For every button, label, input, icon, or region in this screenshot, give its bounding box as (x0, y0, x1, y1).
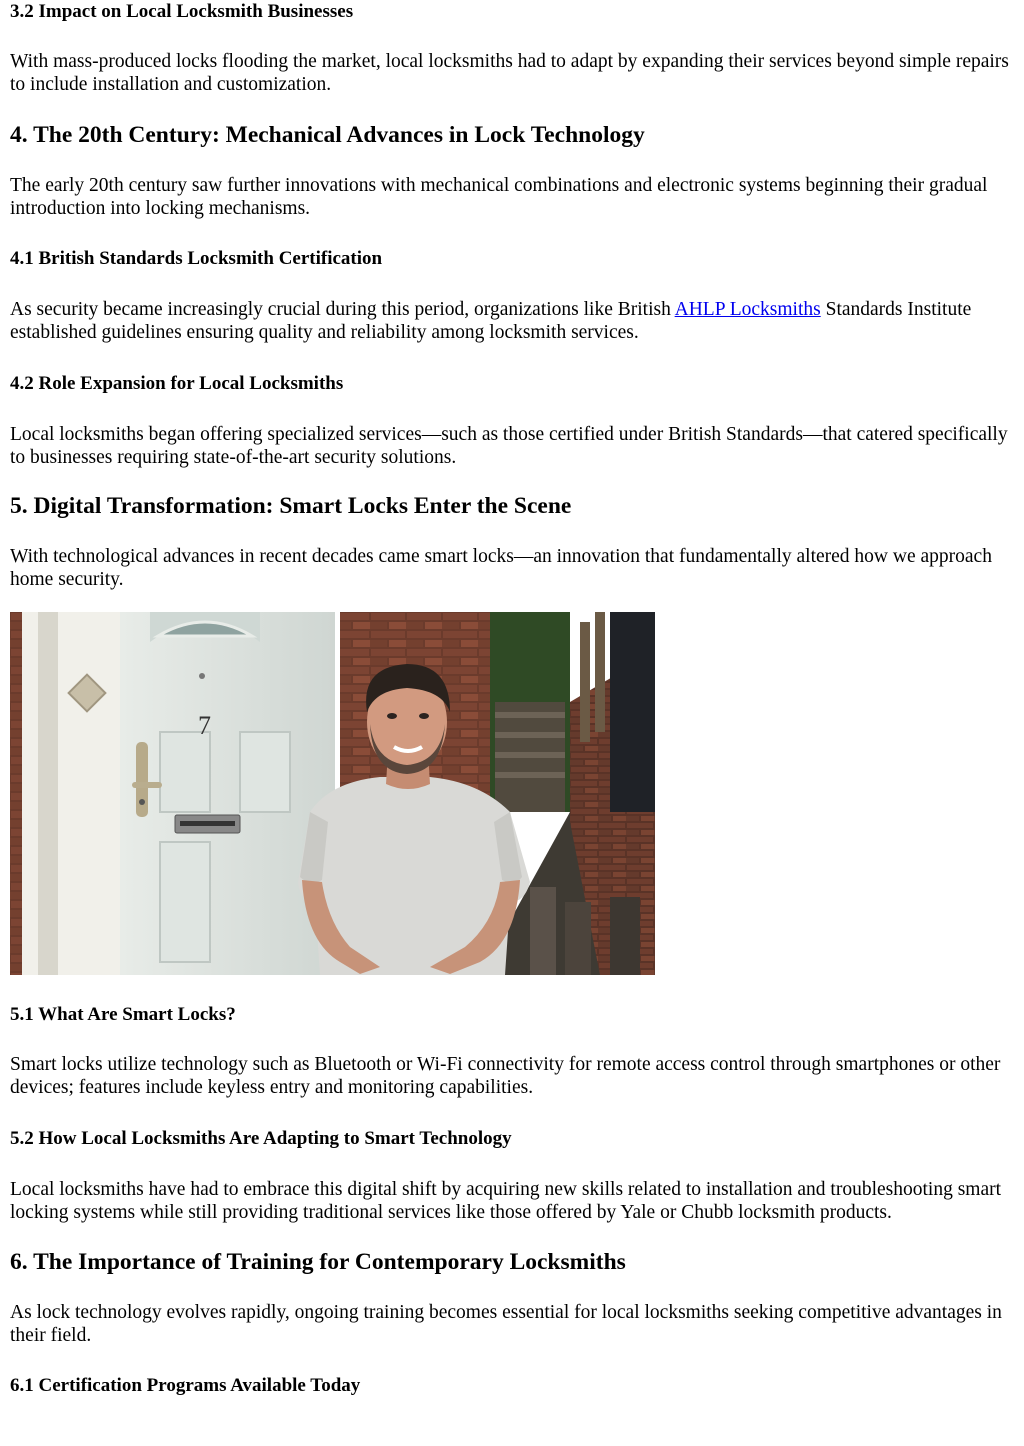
heading-6-1: 6.1 Certification Programs Available Today (10, 1375, 361, 1396)
heading-5-1: 5.1 What Are Smart Locks? (10, 1004, 236, 1025)
paragraph-4-1 (10, 298, 1014, 344)
paragraph-4-1-start: As security became increasingly crucial during this period, organizations like British (10, 299, 675, 320)
paragraph-5-1: Smart locks utilize technology such as Bluetooth or Wi-Fi connectivity for remote access control through smartphones or other devices; features include keyless entry and monitoring capabilities. (10, 1054, 1001, 1098)
paragraph-4-1-end: Standards Institute established guidelines ensuring quality and reliability among locksmith services. (10, 299, 972, 343)
locksmith-photo-illustration (10, 612, 655, 975)
ahlp-locksmiths-link[interactable]: AHLP Locksmiths (674, 299, 821, 320)
heading-5-2: 5.2 How Local Locksmiths Are Adapting to Smart Technology (10, 1128, 512, 1149)
heading-6: 6. The Importance of Training for Contemporary Locksmiths (10, 1249, 626, 1275)
paragraph-5-2: Local locksmiths have had to embrace this digital shift by acquiring new skills related to installation and troubleshooting smart locking systems while still providing traditional services like those offered by Yale or Chubb locksmith products. (10, 1179, 1002, 1223)
paragraph-3-2: With mass-produced locks flooding the market, local locksmiths had to adapt by expanding their services beyond simple repairs to include installation and customization. (10, 51, 1009, 95)
heading-4: 4. The 20th Century: Mechanical Advances in Lock Technology (10, 122, 645, 148)
door-number: 7 (198, 711, 211, 740)
paragraph-4-2: Local locksmiths began offering specialized services—such as those certified under British Standards—that catered specifically to businesses requiring state-of-the-art security solutions. (10, 424, 1008, 468)
paragraph-5: With technological advances in recent decades came smart locks—an innovation that fundamentally altered how we approach home security. (10, 546, 992, 590)
heading-5: 5. Digital Transformation: Smart Locks Enter the Scene (10, 493, 572, 519)
heading-3-2: 3.2 Impact on Local Locksmith Businesses (10, 1, 354, 22)
paragraph-6: As lock technology evolves rapidly, ongoing training becomes essential for local locksmiths seeking competitive advantages in their field. (10, 1302, 1002, 1346)
locksmith-photo (10, 612, 655, 975)
paragraph-4: The early 20th century saw further innovations with mechanical combinations and electronic systems beginning their gradual introduction into locking mechanisms. (10, 175, 988, 219)
heading-4-1: 4.1 British Standards Locksmith Certification (10, 248, 383, 269)
heading-4-2: 4.2 Role Expansion for Local Locksmiths (10, 373, 344, 394)
